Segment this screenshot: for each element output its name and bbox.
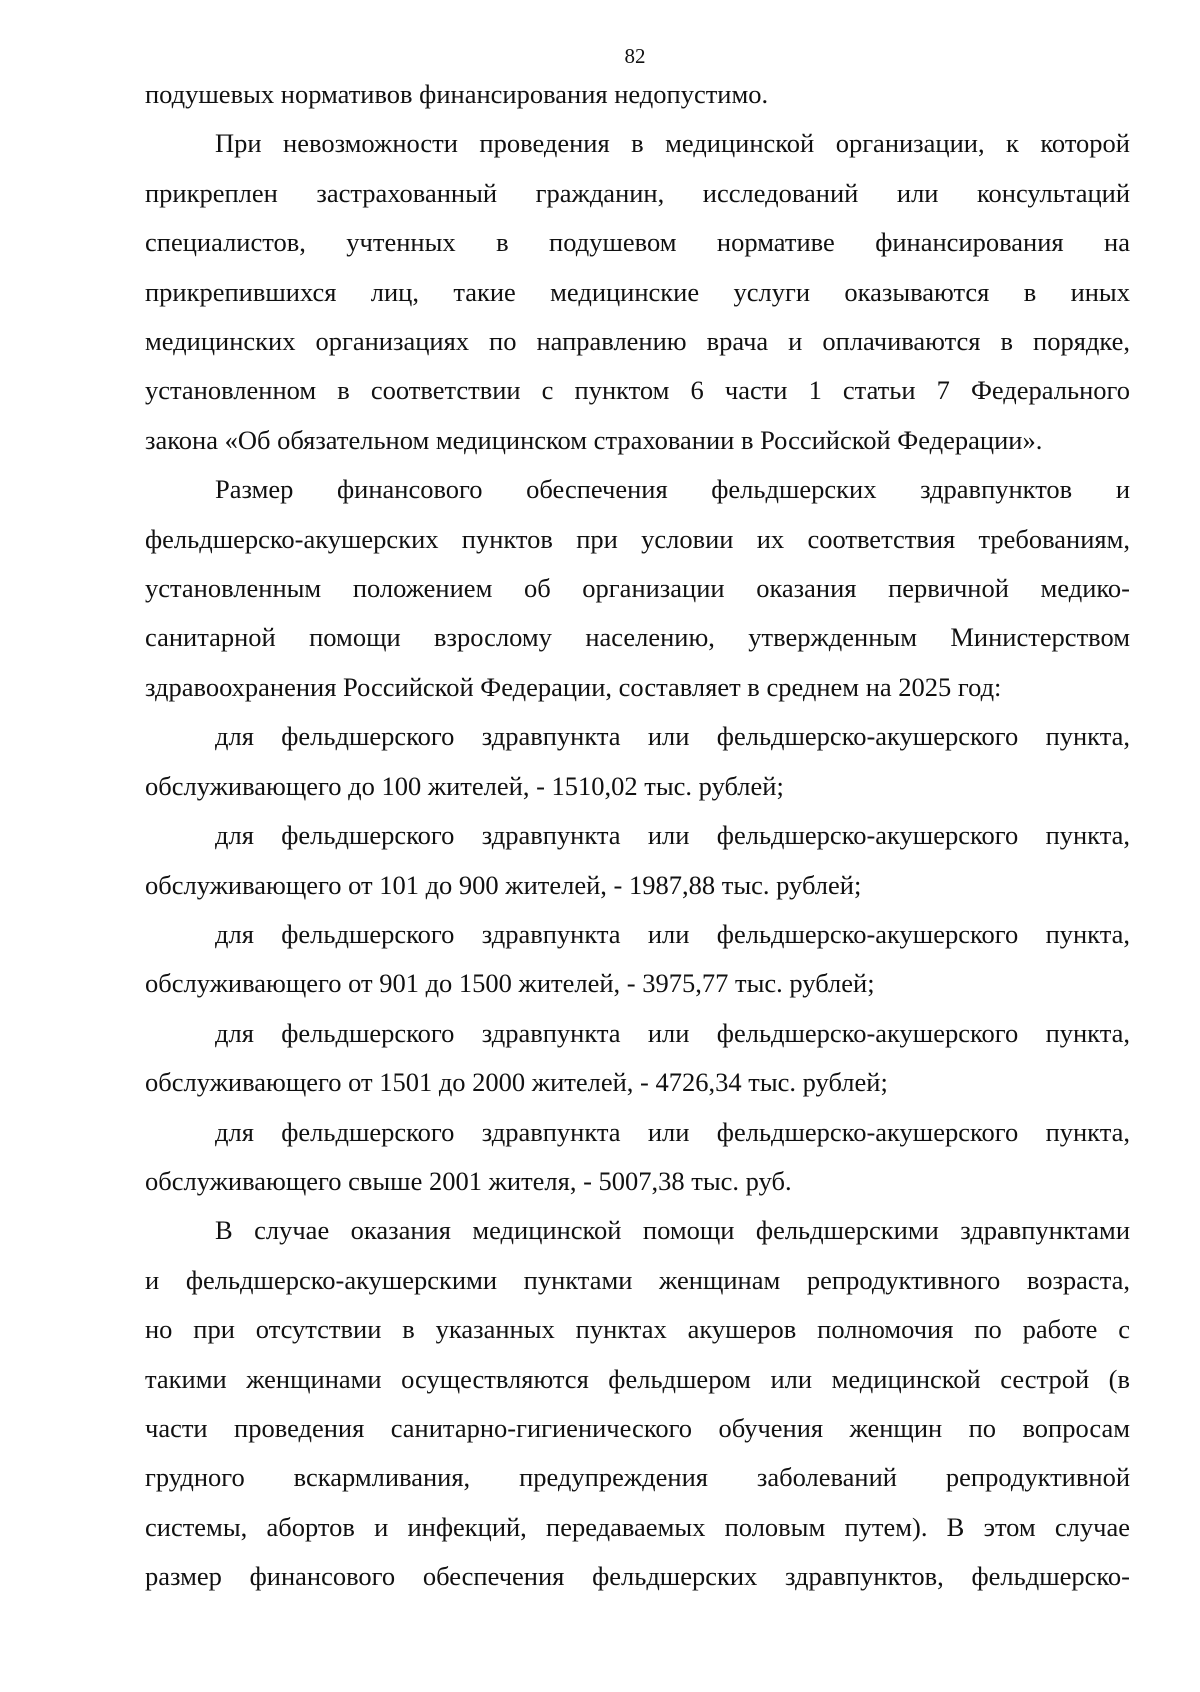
text-line: обслуживающего от 101 до 900 жителей, - 1987,88 тыс. рублей; [145,869,862,900]
text-line: грудного вскармливания, предупреждения заболеваний репродуктивной [145,1462,1130,1493]
text-line: В случае оказания медицинской помощи фельдшерскими здравпунктами [215,1215,1130,1246]
text-line: специалистов, учтенных в подушевом нормативе финансирования на [145,227,1130,258]
text-line: для фельдшерского здравпункта или фельдшерско-акушерского пункта, [215,721,1130,752]
text-line: санитарной помощи взрослому населению, утвержденным Министерством [145,622,1130,653]
text-line: закона «Об обязательном медицинском страховании в Российской Федерации». [145,424,1043,455]
document-body [145,70,1130,1602]
text-line: но при отсутствии в указанных пунктах акушеров полномочия по работе с [145,1314,1130,1345]
text-line: установленном в соответствии с пунктом 6 части 1 статьи 7 Федерального [145,375,1130,406]
text-line: обслуживающего свыше 2001 жителя, - 5007,38 тыс. руб. [145,1165,792,1196]
text-line: обслуживающего от 1501 до 2000 жителей, - 4726,34 тыс. рублей; [145,1067,888,1098]
text-line: обслуживающего от 901 до 1500 жителей, - 3975,77 тыс. рублей; [145,968,875,999]
text-line: прикреплен застрахованный гражданин, исследований или консультаций [145,177,1130,208]
text-line: Размер финансового обеспечения фельдшерских здравпунктов и [215,474,1130,505]
text-line: обслуживающего до 100 жителей, - 1510,02 тыс. рублей; [145,770,784,801]
text-line: такими женщинами осуществляются фельдшером или медицинской сестрой (в [145,1363,1130,1394]
text-line: медицинских организациях по направлению врача и оплачиваются в порядке, [145,326,1130,357]
text-line: установленным положением об организации оказания первичной медико- [145,573,1130,604]
text-line: размер финансового обеспечения фельдшерских здравпунктов, фельдшерско- [145,1561,1130,1592]
page-number: 82 [624,44,646,68]
text-line: подушевых нормативов финансирования недопустимо. [145,79,769,109]
text-line: части проведения санитарно-гигиенического обучения женщин по вопросам [145,1412,1130,1443]
text-line: При невозможности проведения в медицинской организации, к которой [215,128,1130,159]
text-line: системы, абортов и инфекций, передаваемых половым путем). В этом случае [145,1511,1130,1542]
text-line: для фельдшерского здравпункта или фельдшерско-акушерского пункта, [215,1017,1130,1048]
text-line: прикрепившихся лиц, такие медицинские услуги оказываются в иных [145,276,1130,307]
text-line: для фельдшерского здравпункта или фельдшерско-акушерского пункта, [215,1116,1130,1147]
text-line: фельдшерско-акушерских пунктов при условии их соответствия требованиям, [145,523,1130,554]
text-line: для фельдшерского здравпункта или фельдшерско-акушерского пункта, [215,820,1130,851]
text-line: здравоохранения Российской Федерации, составляет в среднем на 2025 год: [145,671,1002,702]
text-line: для фельдшерского здравпункта или фельдшерско-акушерского пункта, [215,918,1130,949]
text-line: и фельдшерско-акушерскими пунктами женщинам репродуктивного возраста, [145,1264,1130,1295]
